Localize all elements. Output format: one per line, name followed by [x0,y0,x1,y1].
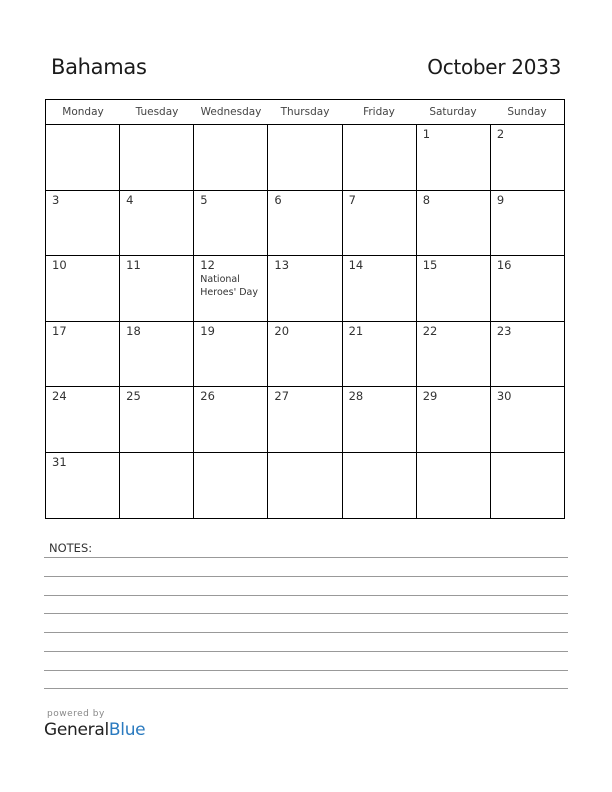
day-number: 17 [52,323,67,338]
weekday-saturday: Saturday [429,106,477,118]
weekday-wednesday: Wednesday [200,106,262,118]
day-cell [46,322,120,387]
day-number: 14 [348,258,364,272]
day-number: 15 [422,258,438,272]
day-cell [417,322,491,387]
day-cell [194,256,268,321]
weekday-monday: Monday [62,106,104,118]
generalblue-logo [44,720,145,740]
day-number: 28 [348,389,364,403]
day-number: 21 [348,323,364,338]
day-cell [46,387,120,452]
day-cell [491,387,564,452]
notes-line [44,557,568,558]
notes-line [44,688,568,689]
weekday-friday: Friday [363,106,395,118]
day-cell [268,387,342,452]
day-cell [194,387,268,452]
country-title: Bahamas [51,55,147,79]
day-cell [491,322,564,387]
day-number: 20 [274,323,290,338]
day-cell [417,453,491,519]
notes-line [44,632,568,633]
day-cell [268,322,342,387]
day-number: 8 [422,192,431,207]
weekday-header-row [46,100,564,125]
day-number: 16 [496,258,512,272]
day-number: 2 [496,127,505,141]
day-cell [491,125,564,190]
notes-line [44,670,568,671]
day-number: 18 [126,323,141,338]
day-cell [491,256,564,321]
calendar-grid [45,99,565,519]
day-cell [268,125,342,190]
day-cell [194,191,268,256]
week-row [46,453,564,519]
day-cell [120,125,194,190]
day-cell [46,191,120,256]
day-number: 7 [348,192,356,207]
day-cell [194,453,268,519]
day-cell [343,191,417,256]
week-row [46,125,564,191]
week-row [46,256,564,322]
day-number: 31 [52,454,67,469]
day-number: 27 [274,389,290,403]
day-cell [343,256,417,321]
day-number: 13 [274,258,290,272]
day-number: 25 [126,389,141,403]
brand-blue: Blue [108,720,146,740]
notes-label: NOTES: [49,541,93,555]
day-cell [120,453,194,519]
day-cell [194,322,268,387]
day-cell [343,125,417,190]
day-number: 5 [200,192,208,207]
day-cell [417,191,491,256]
day-number: 10 [52,258,67,272]
day-cell [46,453,120,519]
day-cell [491,453,564,519]
week-row [46,322,564,388]
brand-general: General [44,720,109,740]
day-cell [343,387,417,452]
day-number: 3 [52,192,60,207]
day-cell [46,256,120,321]
day-number: 30 [496,389,512,403]
notes-line [44,613,568,614]
day-cell [417,256,491,321]
holiday-event: National Heroes' Day [200,274,258,298]
weekday-thursday: Thursday [280,106,330,118]
day-number: 1 [422,127,431,141]
day-number: 19 [200,323,215,338]
week-row [46,191,564,257]
weekday-tuesday: Tuesday [135,106,179,118]
month-year-title: October 2033 [427,55,561,79]
day-cell [417,125,491,190]
day-cell [120,256,194,321]
day-cell [120,387,194,452]
day-number: 12 [200,258,215,272]
day-number: 11 [126,258,141,272]
day-cell [46,125,120,190]
notes-line [44,576,568,577]
notes-line [44,595,568,596]
day-cell [268,256,342,321]
day-cell [268,191,342,256]
day-number: 4 [126,192,134,207]
day-number: 29 [422,389,438,403]
day-number: 22 [422,323,438,338]
day-cell [343,322,417,387]
day-cell [268,453,342,519]
notes-line [44,651,568,652]
day-number: 23 [496,323,512,338]
week-row [46,387,564,453]
day-number: 24 [52,389,67,403]
day-cell [120,322,194,387]
day-number: 9 [496,192,505,207]
weekday-sunday: Sunday [507,106,547,118]
powered-by-text: powered by [47,709,105,719]
day-cell [194,125,268,190]
day-cell [343,453,417,519]
day-number: 26 [200,389,215,403]
day-cell [491,191,564,256]
day-number: 6 [274,192,282,207]
day-cell [417,387,491,452]
day-cell [120,191,194,256]
